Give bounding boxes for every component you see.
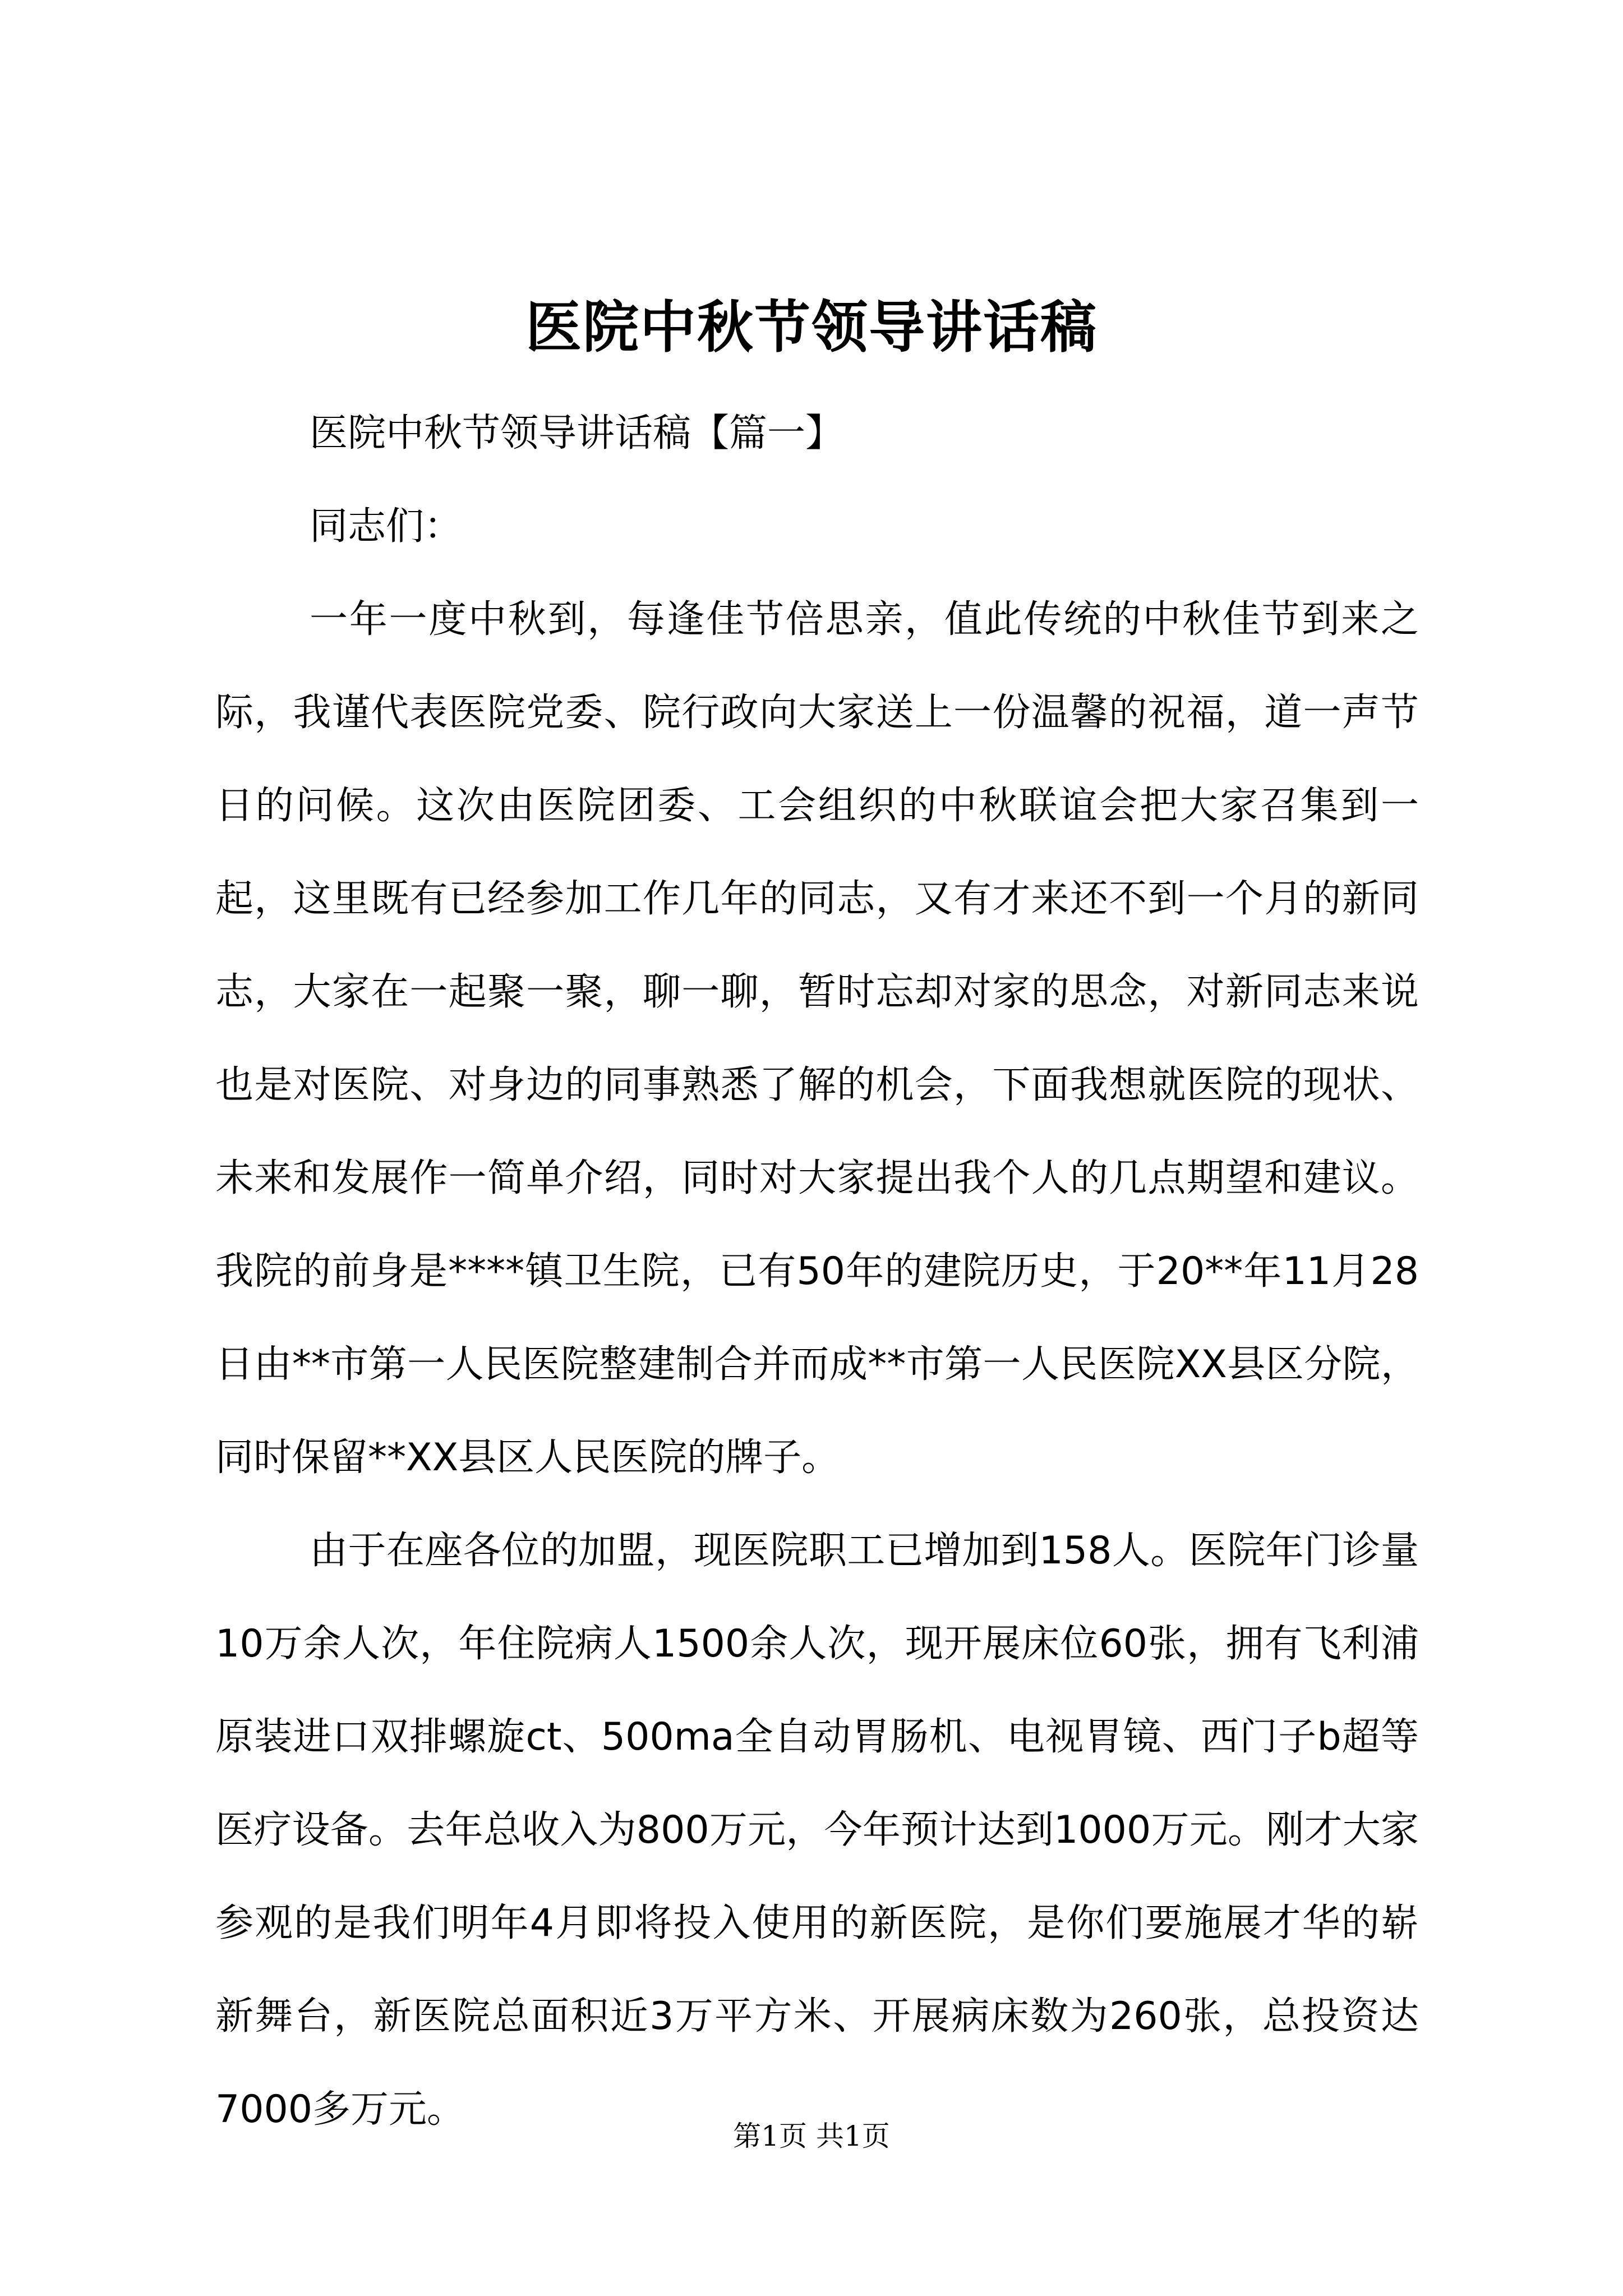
salutation: 同志们： [310, 504, 463, 549]
document-body [215, 387, 1419, 2156]
body-paragraph-2: 由于在座各位的加盟，现医院职工已增加到158人。医院年门诊量10万余人次，年住院病人1500余人次，现开展床位60张，拥有飞利浦原装进口双排螺旋ct、500ma全自动胃肠机、电视胃镜、西门子b超等医疗设备。去年总收入为800万元，今年预计达到1000万元。刚才大家参观的是我们明年4月即将投入使用的新医院，是你们要施展才华的崭新舞台，新医院总面积近3万平方米、开展病床数为260张，总投资达7000多万元。 [215, 1529, 1419, 2132]
body-paragraph-1: 一年一度中秋到，每逢佳节倍思亲，值此传统的中秋佳节到来之际，我谨代表医院党委、院行政向大家送上一份温馨的祝福，道一声节日的问候。这次由医院团委、工会组织的中秋联谊会把大家召集到一起，这里既有已经参加工作几年的同志，又有才来还不到一个月的新同志，大家在一起聚一聚，聊一聊，暂时忘却对家的思念，对新同志来说也是对医院、对身边的同事熟悉了解的机会，下面我想就医院的现状、未来和发展作一简单介绍，同时对大家提出我个人的几点期望和建议。我院的前身是****镇卫生院，已有50年的建院历史，于20**年11月28日由**市第一人民医院整建制合并而成**市第一人民医院XX县区分院，同时保留**XX县区人民医院的牌子。 [215, 597, 1419, 1480]
section-heading: 医院中秋节领导讲话稿【篇一】 [310, 411, 844, 455]
document-title: 医院中秋节领导讲话稿 [525, 294, 1098, 360]
page-footer: 第1页 共1页 [733, 2120, 890, 2152]
